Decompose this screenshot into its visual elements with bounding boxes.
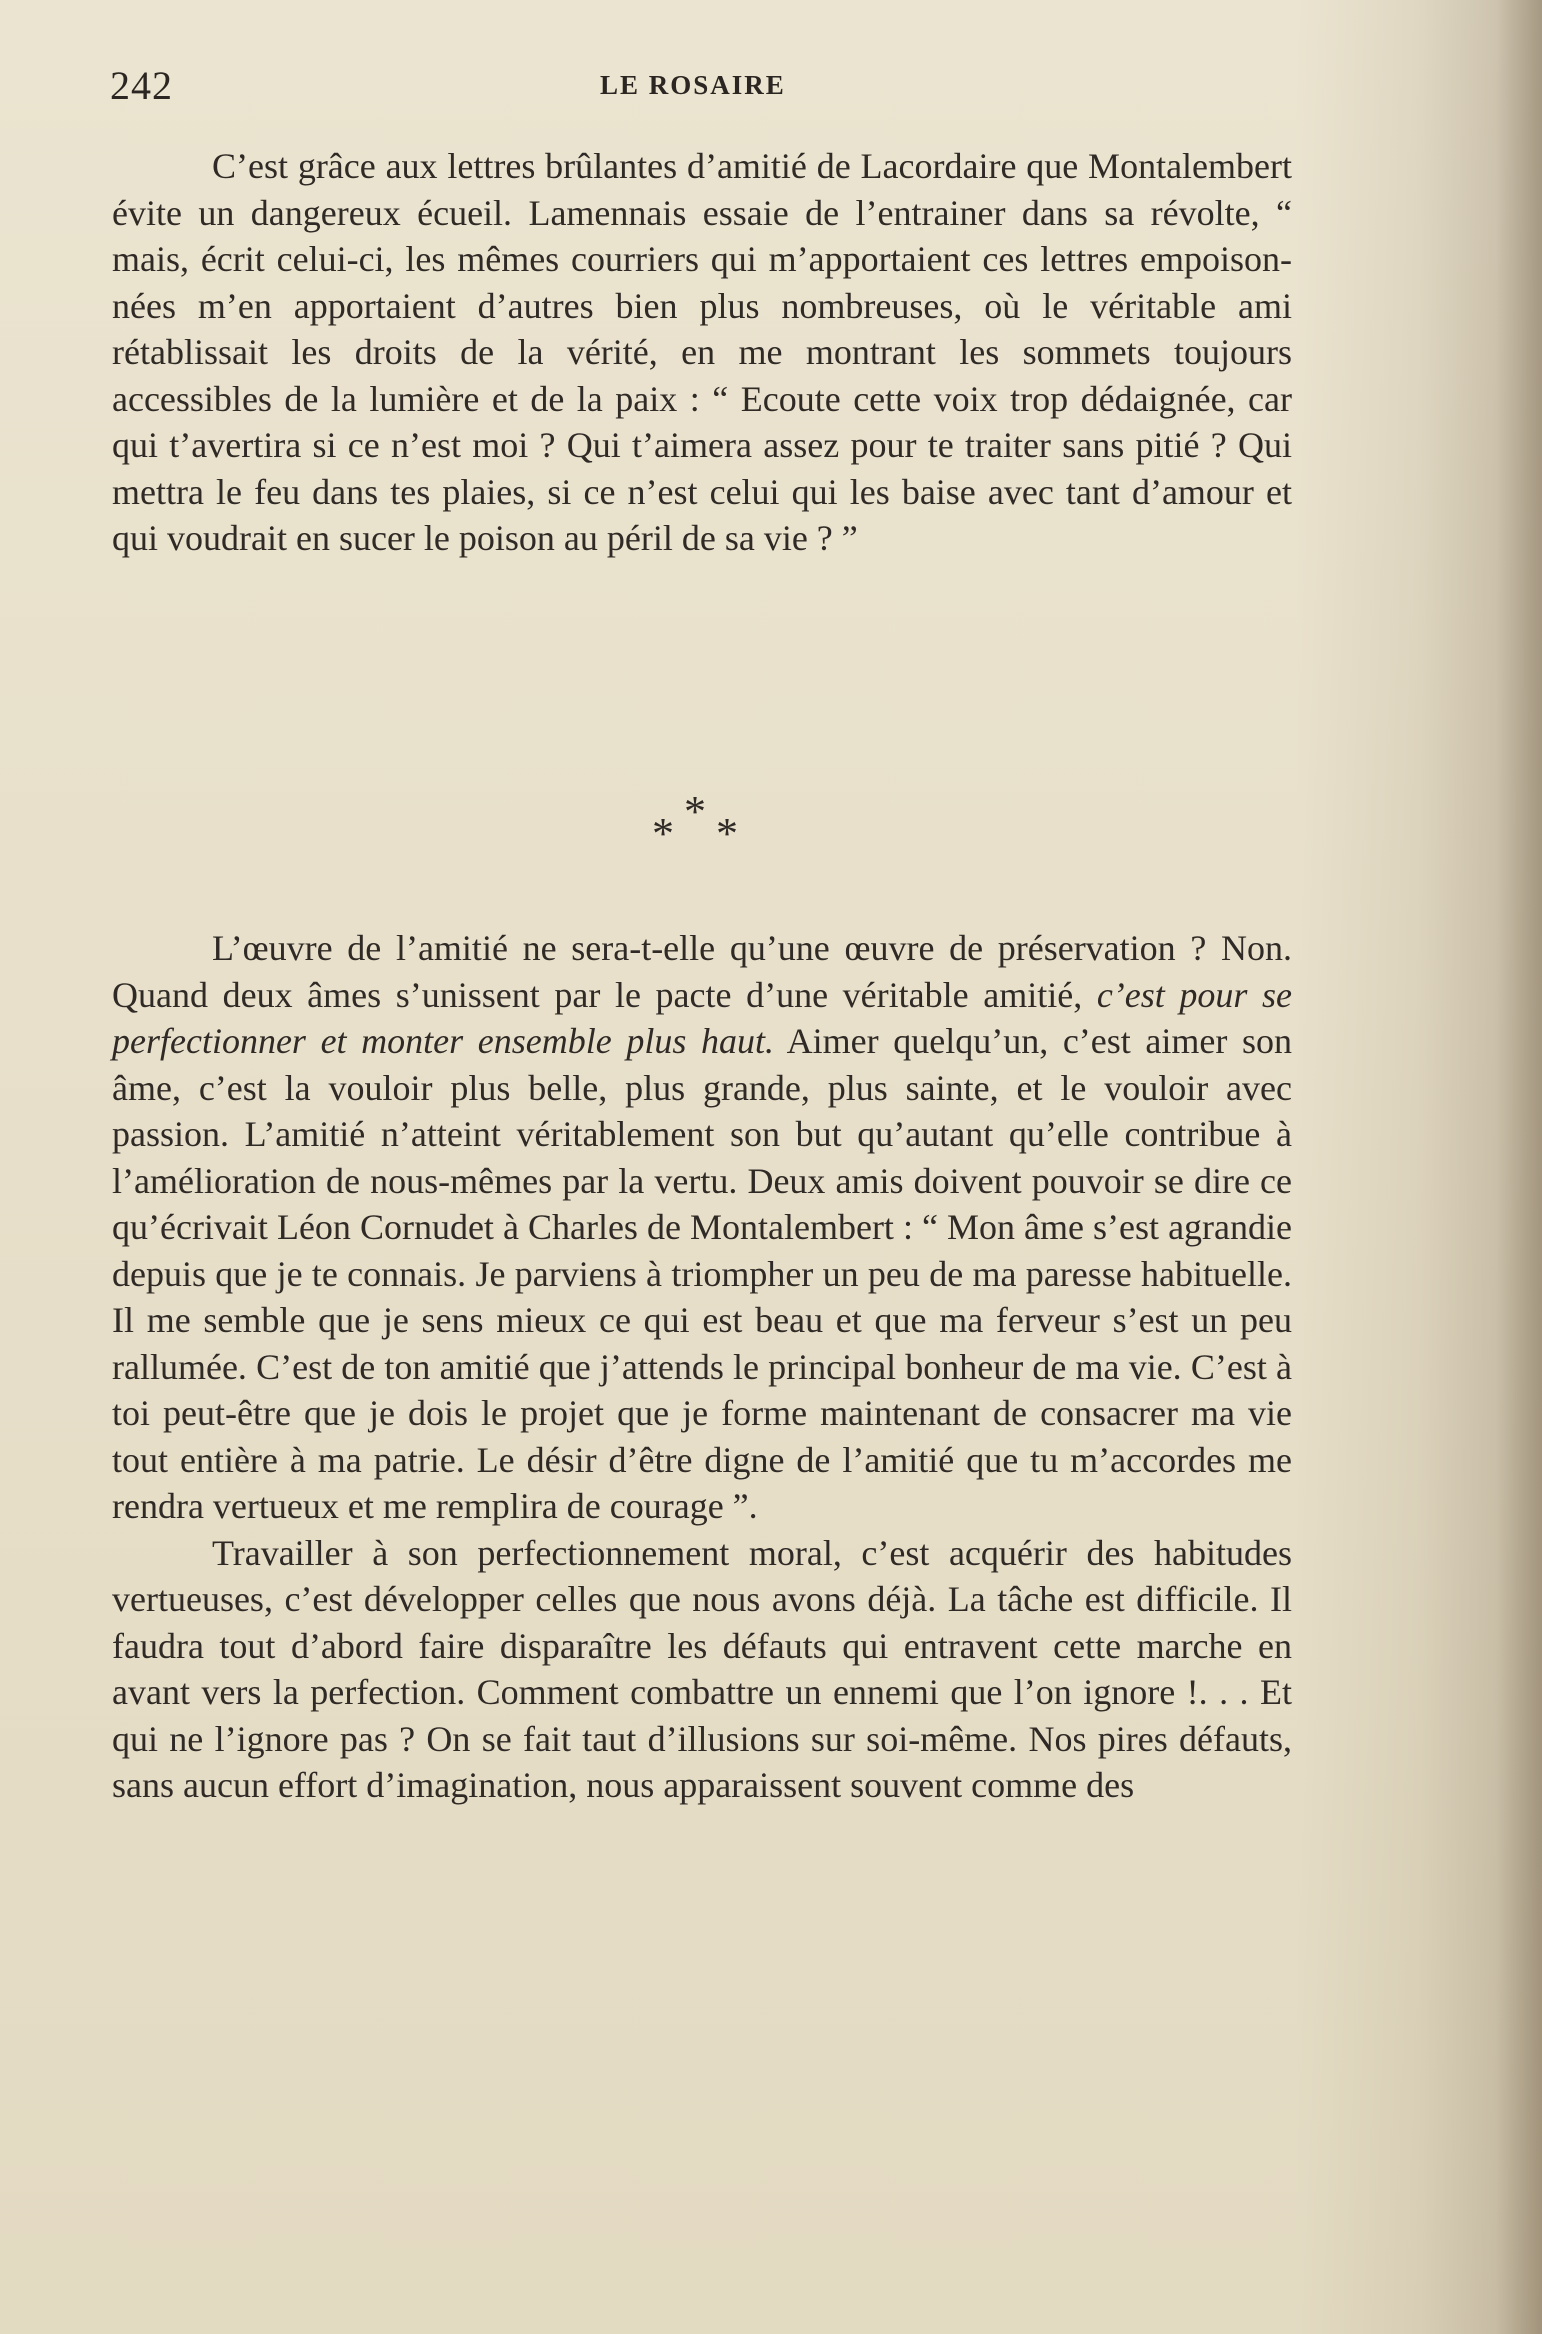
paragraph-oeuvre-after: Aimer quelqu’un, c’est aimer son âme, c’est la vouloir plus belle, plus grande, plus sainte, et le vouloir avec passion. L’amitié n’atteint véritablement son but qu’autant qu’elle contribue à l’amélioration de nous-mêmes par la vertu. Deux amis doivent pouvoir se dire ce qu’écrivait Léon Cornudet à Charles de Montalembert : “ Mon âme s’est agrandie depuis que je te connais. Je parviens à triompher un peu de ma paresse habituelle. Il me semble que je sens mieux ce qui est beau et que ma ferveur s’est un peu rallumée. C’est de ton amitié que j’attends le principal bonheur de ma vie. C’est à toi peut-être que je dois le projet que je forme maintenant de consacrer ma vie tout entière à ma patrie. Le désir d’être digne de l’amitié que tu m’accordes me rendra vertueux et me remplira de courage ”.	[112, 1021, 1292, 1526]
ornament-star-left: *	[652, 809, 674, 858]
paragraph-oeuvre-before: L’œuvre de l’amitié ne sera-t-elle qu’une œuvre de préservation ? Non. Quand deux âmes s’unissent par le pacte d’une véritable amitié,	[112, 928, 1292, 1015]
running-title: LE ROSAIRE	[600, 70, 786, 100]
text-block-top	[112, 143, 1292, 562]
paragraph-perfectionnement: Travailler à son perfectionnement moral, c’est acquérir des habitudes vertueuses, c’est développer celles que nous avons déjà. La tâche est difficile. Il faudra tout d’abord faire disparaître les défauts qui entravent cette marche en avant vers la perfection. Comment combattre un ennemi que l’on ignore !. . . Et qui ne l’ignore pas ? On se fait taut d’illusions sur soi-même. Nos pires défauts, sans aucun effort d’imagination, nous apparaissent souvent comme des	[112, 1532, 1292, 1805]
text-block-bottom	[112, 925, 1292, 1809]
page-fold-shadow	[1496, 0, 1542, 2334]
paragraph-oeuvre-italic: c’est pour se perfectionner et monter ensemble plus haut.	[112, 974, 1292, 1061]
paragraph-oeuvre-amitie	[112, 925, 1292, 1530]
asterism-ornament	[646, 787, 756, 860]
paragraph-lacordaire: C’est grâce aux lettres brûlantes d’amitié de Lacordaire que Montalembert évite un dangereux écueil. Lamennais essaie de l’entrainer dans sa révolte, “ mais, écrit celui-ci, les mêmes courriers qui m’apportaient ces lettres empoisonnées m’en apportaient d’autres bien plus nombreuses, où le véritable ami rétablissait les droits de la vérité, en me montrant les sommets toujours accessibles de la lumière et de la paix : “ Ecoute cette voix trop dédaignée, car qui t’avertira si ce n’est moi ? Qui t’aimera assez pour te traiter sans pitié ? Qui mettra le feu dans tes plaies, si ce n’est celui qui les baise avec tant d’amour et qui voudrait en sucer le poison au péril de sa vie ? ”	[112, 146, 1292, 558]
page-number: 242	[110, 63, 173, 108]
ornament-star-right: *	[716, 809, 738, 858]
ornament-star-top: *	[684, 787, 706, 836]
page-header	[110, 62, 1290, 112]
